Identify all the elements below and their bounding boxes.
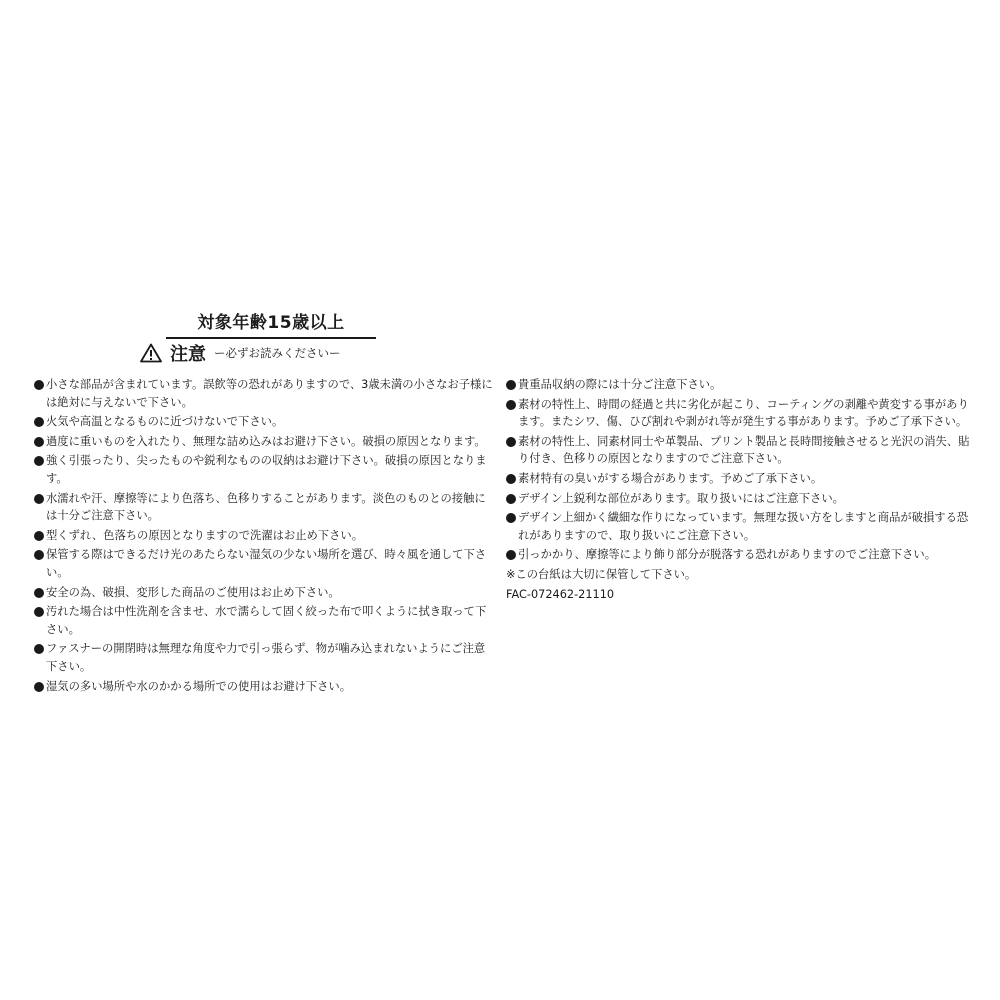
bullet-icon xyxy=(34,607,44,617)
list-item xyxy=(506,490,972,508)
bullet-icon xyxy=(34,682,44,692)
list-item xyxy=(34,433,496,451)
list-item-text: 素材の特性上、時間の経過と共に劣化が起こり、コーティングの剥離や黄変する事があります。またシワ、傷、ひび割れや剥がれ等が発生する事があります。予めご了承下さい。 xyxy=(518,397,969,429)
list-item-text: 安全の為、破損、変形した商品のご使用はお止め下さい。 xyxy=(46,585,340,599)
bullet-icon xyxy=(506,474,516,484)
bullet-icon xyxy=(34,437,44,447)
warning-triangle-icon xyxy=(140,343,162,363)
list-item xyxy=(34,527,496,545)
list-item-text: 水濡れや汗、摩擦等により色落ち、色移りすることがあります。淡色のものとの接触には十分ご注意下さい。 xyxy=(46,491,486,523)
bullet-icon xyxy=(506,494,516,504)
list-item-text: ファスナーの開閉時は無理な角度や力で引っ張らず、物が噛み込まれないようにご注意下さい。 xyxy=(46,642,486,673)
list-item-text: 過度に重いものを入れたり、無理な詰め込みはお避け下さい。破損の原因となります。 xyxy=(46,434,486,448)
list-item xyxy=(34,546,496,581)
bullet-icon xyxy=(34,494,44,504)
instruction-card xyxy=(28,300,978,693)
list-item-text: 素材特有の臭いがする場合があります。予めご了承下さい。 xyxy=(518,471,823,485)
caution-header xyxy=(140,340,341,366)
list-item xyxy=(506,546,972,564)
bullet-icon xyxy=(34,456,44,466)
bullet-icon xyxy=(34,644,44,654)
list-item-text: 強く引張ったり、尖ったものや鋭利なものの収納はお避け下さい。破損の原因となります。 xyxy=(46,454,487,485)
list-item-text: 火気や高温となるものに近づけないで下さい。 xyxy=(46,415,284,429)
age-target-heading: 対象年齢15歳以上 xyxy=(166,308,376,339)
bullet-icon xyxy=(34,588,44,598)
list-item-text: 保管する際はできるだけ光のあたらない湿気の少ない場所を選び、時々風を通して下さい。 xyxy=(46,548,487,579)
list-item xyxy=(34,603,496,638)
list-item-text: 湿気の多い場所や水のかかる場所での使用はお避け下さい。 xyxy=(46,679,352,693)
list-item-text: 貴重品収納の際には十分ご注意下さい。 xyxy=(518,378,722,391)
list-item xyxy=(506,470,972,488)
bullet-icon xyxy=(34,380,44,390)
list-item xyxy=(34,413,496,431)
list-item xyxy=(34,584,496,602)
list-item xyxy=(506,509,972,544)
list-item-text: 素材の特性上、同素材同士や革製品、プリント製品と長時間接触させると光沢の消失、貼り付き、色移りの原因となりますのでご注意下さい。 xyxy=(518,434,970,466)
list-item xyxy=(34,376,496,411)
list-item xyxy=(506,433,972,468)
caution-note: ー必ずお読みくださいー xyxy=(214,346,341,360)
list-item-text: 小さな部品が含まれています。誤飲等の恐れがありますので、3歳未満の小さなお子様には絶対に与えないで下さい。 xyxy=(46,378,493,409)
product-code: FAC-072462-21110 xyxy=(506,587,615,601)
bullet-icon xyxy=(506,437,516,447)
keep-card-note: ※この台紙は大切に保管して下さい。 xyxy=(506,567,697,581)
bullet-icon xyxy=(34,550,44,560)
bullet-icon xyxy=(506,550,516,560)
bullet-icon xyxy=(34,531,44,541)
list-item xyxy=(506,396,972,431)
list-item xyxy=(34,678,496,696)
list-item xyxy=(34,452,496,487)
list-item-text: 型くずれ、色落ちの原因となりますので洗濯はお止め下さい。 xyxy=(46,528,363,542)
list-item-text: デザイン上鋭利な部位があります。取り扱いにはご注意下さい。 xyxy=(518,491,844,505)
list-item xyxy=(34,640,496,675)
list-item-text: デザイン上細かく繊細な作りになっています。無理な扱い方をしますと商品が破損する恐れがありますので、取り扱いにご注意下さい。 xyxy=(518,511,969,542)
right-caution-list xyxy=(506,376,972,605)
bullet-icon xyxy=(34,417,44,427)
bullet-icon xyxy=(506,400,516,410)
bullet-icon xyxy=(506,513,516,523)
list-item-text: 汚れた場合は中性洗剤を含ませ、水で濡らして固く絞った布で叩くように拭き取って下さい。 xyxy=(46,605,487,636)
list-item xyxy=(506,376,972,394)
left-caution-list xyxy=(34,376,496,697)
list-item xyxy=(34,490,496,525)
caution-title: 注意 xyxy=(170,344,206,365)
bullet-icon xyxy=(506,380,516,390)
list-item-text: 引っかかり、摩擦等により飾り部分が脱落する恐れがありますのでご注意下さい。 xyxy=(518,548,936,562)
